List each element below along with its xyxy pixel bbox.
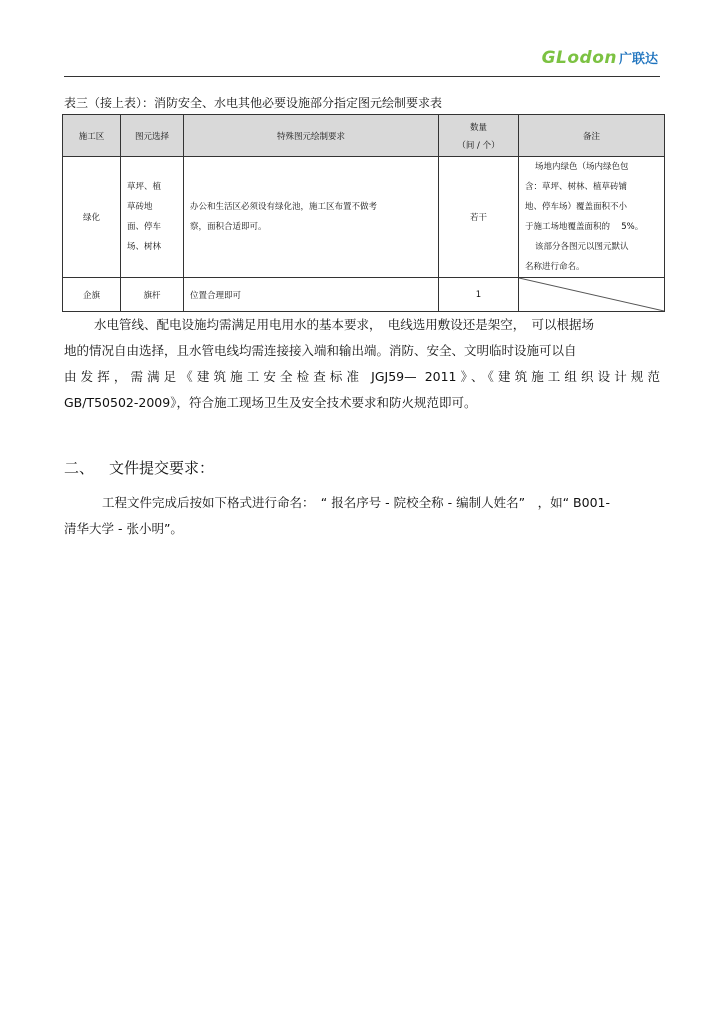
table-header-row — [63, 115, 665, 157]
header-requirement: 特殊图元绘制要求 — [184, 115, 439, 157]
table-caption: 表三（接上表）：消防安全、水电其他必要设施部分指定图元绘制要求表 — [64, 96, 443, 110]
cell-remark-line: 该部分各图元以图元默认 — [535, 242, 629, 252]
paragraph-text: 水电管线、配电设施均需满足用电用水的基本要求， 电线选用敷设还是架空， 可以根据场 — [94, 317, 595, 332]
cell-remark-empty — [519, 278, 665, 312]
section-title: 文件提交要求： — [109, 459, 215, 477]
logo-text: GLodon — [541, 48, 617, 68]
cell-requirement-line: 察，面积合适即可。 — [190, 222, 267, 232]
cell-requirement: 位置合理即可 — [184, 278, 439, 312]
glodon-logo — [542, 48, 658, 68]
cell-element-line: 草砖地 — [127, 202, 153, 212]
header-area: 施工区 — [63, 115, 121, 157]
cell-requirement-line: 办公和生活区必须设有绿化池，施工区布置不做考 — [190, 202, 378, 212]
cell-requirement — [184, 157, 439, 278]
cell-remark-line: 含：草坪、树林、植草砖铺 — [525, 182, 628, 192]
drawing-requirements-table — [62, 114, 665, 312]
diagonal-strike — [519, 278, 664, 311]
paragraph-file-naming — [64, 490, 660, 542]
cell-area: 绿化 — [63, 157, 121, 278]
header-quantity-line1: 数量 — [469, 122, 487, 133]
paragraph-line: 清华大学 - 张小明”。 — [64, 521, 183, 536]
paragraph-line — [64, 312, 660, 338]
cell-remark — [519, 157, 665, 278]
cell-element: 旗杆 — [121, 278, 184, 312]
logo-cn-text: 广联达 — [618, 52, 658, 67]
header-quantity-line2: （间 / 个） — [457, 140, 500, 151]
cell-element-line: 草坪、植 — [127, 182, 162, 192]
header-quantity — [439, 115, 519, 157]
cell-remark-line: 地、停车场）覆盖面积不小 — [525, 202, 628, 212]
cell-quantity: 1 — [439, 278, 519, 312]
paragraph-text: 工程文件完成后按如下格式进行命名： “ 报名序号 - 院校全称 - 编制人姓名” ，如“ B001- — [102, 495, 610, 510]
cell-area: 企旗 — [63, 278, 121, 312]
paragraph-line: 地的情况自由选择，且水管电线均需连接接入端和输出端。消防、安全、文明临时设施可以自 — [64, 343, 577, 358]
cell-remark-line: 名称进行命名。 — [525, 262, 585, 272]
paragraph-utilities — [64, 312, 660, 416]
section-heading — [64, 457, 214, 478]
paragraph-line: GB/T50502-2009》，符合施工现场卫生及安全技术要求和防火规范即可。 — [64, 395, 477, 410]
paragraph-line — [64, 490, 660, 516]
cell-remark-line: 场地内绿色（场内绿色包 — [535, 162, 629, 172]
section-number: 二、 — [64, 459, 95, 477]
table-row — [63, 278, 665, 312]
cell-element-line: 场、树林 — [127, 242, 162, 252]
cell-quantity: 若干 — [439, 157, 519, 278]
cell-remark-line: 于施工场地覆盖面积的 5%。 — [525, 222, 644, 232]
header-remark: 备注 — [519, 115, 665, 157]
header-element: 图元选择 — [121, 115, 184, 157]
cell-element — [121, 157, 184, 278]
table-row — [63, 157, 665, 278]
header-rule — [64, 76, 660, 77]
cell-element-line: 面、停车 — [127, 222, 162, 232]
paragraph-line: 由发挥，需满足《建筑施工安全检查标准 JGJ59— 2011》、《建筑施工组织设计规范 — [64, 369, 660, 384]
